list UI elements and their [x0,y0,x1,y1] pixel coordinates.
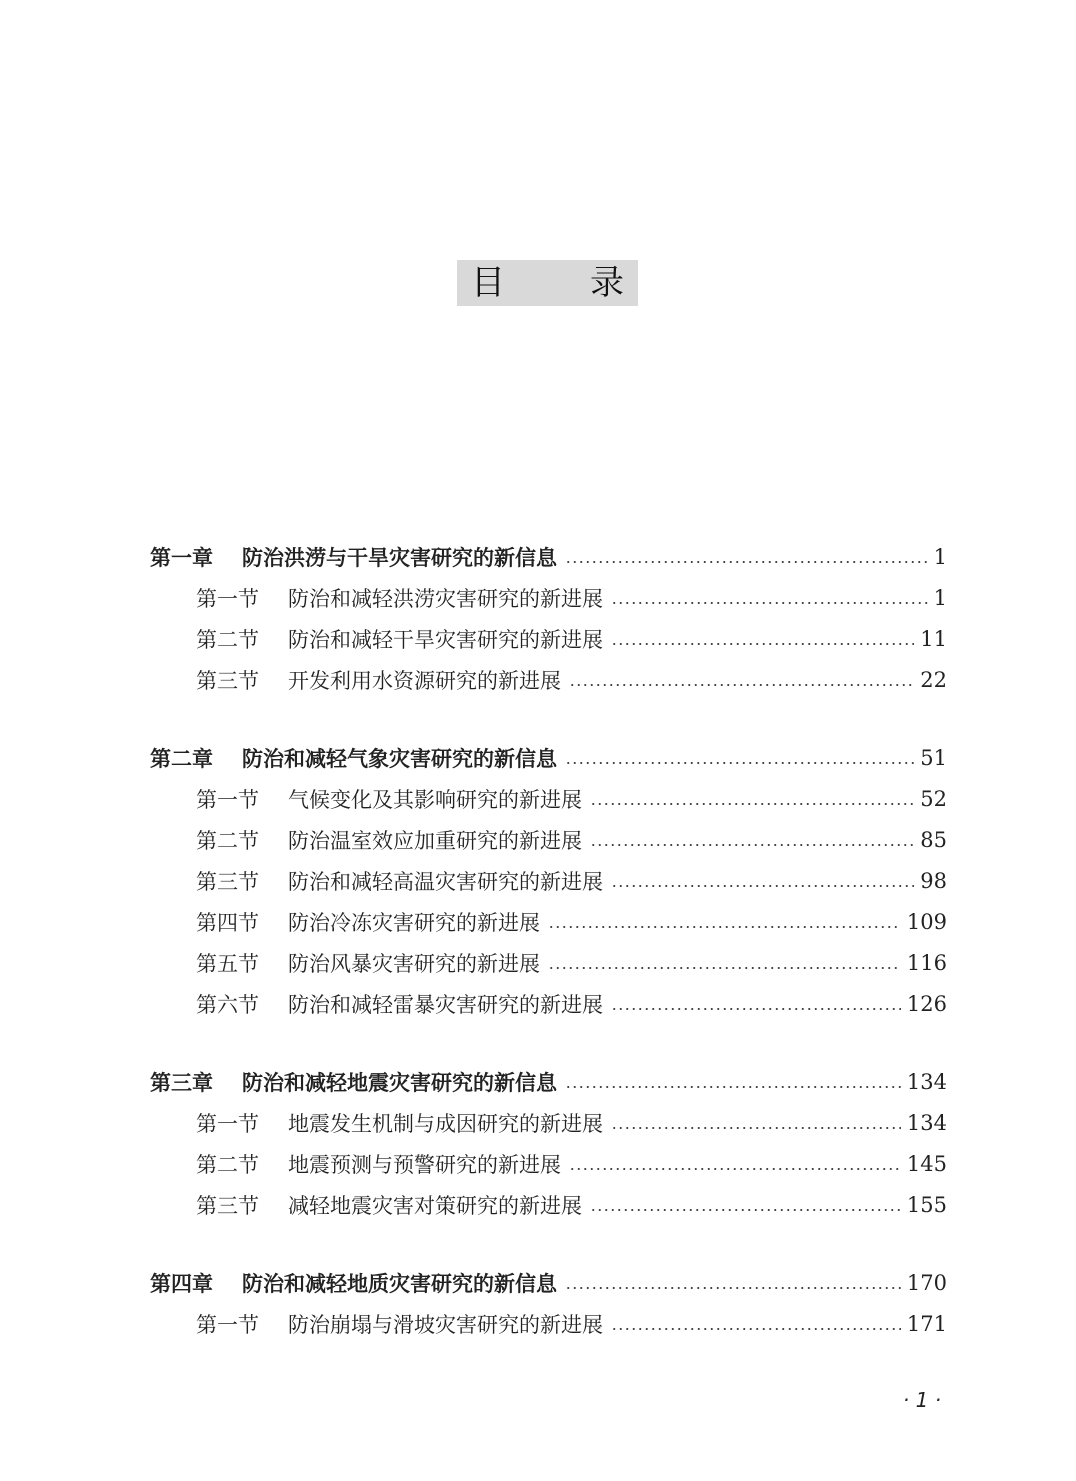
section-label: 第六节 [196,993,259,1017]
toc-section-4-1[interactable] [196,1308,947,1340]
dot-leader [590,802,914,806]
toc-section-3-2[interactable] [196,1148,947,1180]
toc-heading [457,260,638,306]
page-number: 1 [933,545,947,569]
chapter-title: 防治和减轻气象灾害研究的新信息 [242,746,557,771]
page-number: 22 [920,668,947,692]
chapter-label: 第四章 [150,1271,213,1296]
toc-section-1-1[interactable] [196,582,947,614]
section-title: 地震发生机制与成因研究的新进展 [288,1112,603,1136]
toc-section-3-1[interactable] [196,1107,947,1139]
toc-section-2-5[interactable] [196,947,947,979]
page-number: 171 [906,1312,947,1336]
toc-chapter-1[interactable] [150,541,947,573]
page-number: 51 [920,746,947,770]
section-title: 开发利用水资源研究的新进展 [288,669,561,693]
toc-heading-char-1: 目 [471,263,505,303]
dot-leader [611,642,914,646]
section-label: 第二节 [196,829,259,853]
section-title: 防治和减轻雷暴灾害研究的新进展 [288,993,603,1017]
page-number: 134 [906,1111,947,1135]
dot-leader [548,925,901,929]
section-title: 防治和减轻干旱灾害研究的新进展 [288,628,603,652]
page-number: 145 [906,1152,947,1176]
dot-leader [565,1085,901,1089]
toc-section-3-3[interactable] [196,1189,947,1221]
dot-leader [611,1126,901,1130]
dot-leader [565,1286,901,1290]
dot-leader [569,1167,901,1171]
dot-leader [611,884,914,888]
section-title: 防治温室效应加重研究的新进展 [288,829,582,853]
toc-heading-char-2: 录 [590,263,624,303]
section-label: 第五节 [196,952,259,976]
dot-leader [611,1327,901,1331]
dot-leader [590,1208,901,1212]
toc-section-2-2[interactable] [196,824,947,856]
section-title: 地震预测与预警研究的新进展 [288,1153,561,1177]
section-title: 防治风暴灾害研究的新进展 [288,952,540,976]
chapter-label: 第三章 [150,1070,213,1095]
footer-page-number: · 1 · [902,1388,942,1412]
section-title: 防治冷冻灾害研究的新进展 [288,911,540,935]
section-label: 第三节 [196,870,259,894]
toc-section-2-3[interactable] [196,865,947,897]
page-number: 11 [920,627,947,651]
section-title: 防治和减轻洪涝灾害研究的新进展 [288,587,603,611]
dot-leader [611,601,928,605]
section-title: 气候变化及其影响研究的新进展 [288,788,582,812]
chapter-title: 防治和减轻地震灾害研究的新信息 [242,1070,557,1095]
chapter-label: 第一章 [150,545,213,570]
toc-chapter-2[interactable] [150,742,947,774]
section-label: 第四节 [196,911,259,935]
page-number: 134 [906,1070,947,1094]
section-label: 第一节 [196,1112,259,1136]
toc-chapter-4[interactable] [150,1267,947,1299]
toc-section-2-4[interactable] [196,906,947,938]
section-label: 第一节 [196,1313,259,1337]
chapter-label: 第二章 [150,746,213,771]
page-number: 85 [920,828,947,852]
page-number: 155 [906,1193,947,1217]
dot-leader [548,966,901,970]
dot-leader [590,843,914,847]
section-label: 第二节 [196,1153,259,1177]
page-number: 116 [906,951,947,975]
toc-chapter-3[interactable] [150,1066,947,1098]
dot-leader [611,1007,901,1011]
chapter-title: 防治和减轻地质灾害研究的新信息 [242,1271,557,1296]
page-number: 109 [906,910,947,934]
section-title: 减轻地震灾害对策研究的新进展 [288,1194,582,1218]
dot-leader [565,761,914,765]
section-label: 第二节 [196,628,259,652]
section-title: 防治和减轻高温灾害研究的新进展 [288,870,603,894]
chapter-title: 防治洪涝与干旱灾害研究的新信息 [242,545,557,570]
page-number: 126 [906,992,947,1016]
section-label: 第一节 [196,788,259,812]
page-number: 98 [920,869,947,893]
section-title: 防治崩塌与滑坡灾害研究的新进展 [288,1313,603,1337]
toc-section-2-6[interactable] [196,988,947,1020]
toc-section-2-1[interactable] [196,783,947,815]
page-number: 170 [906,1271,947,1295]
dot-leader [565,560,928,564]
section-label: 第三节 [196,669,259,693]
toc-section-1-2[interactable] [196,623,947,655]
section-label: 第三节 [196,1194,259,1218]
toc-section-1-3[interactable] [196,664,947,696]
page-number: 1 [933,586,947,610]
section-label: 第一节 [196,587,259,611]
dot-leader [569,683,914,687]
page-number: 52 [920,787,947,811]
